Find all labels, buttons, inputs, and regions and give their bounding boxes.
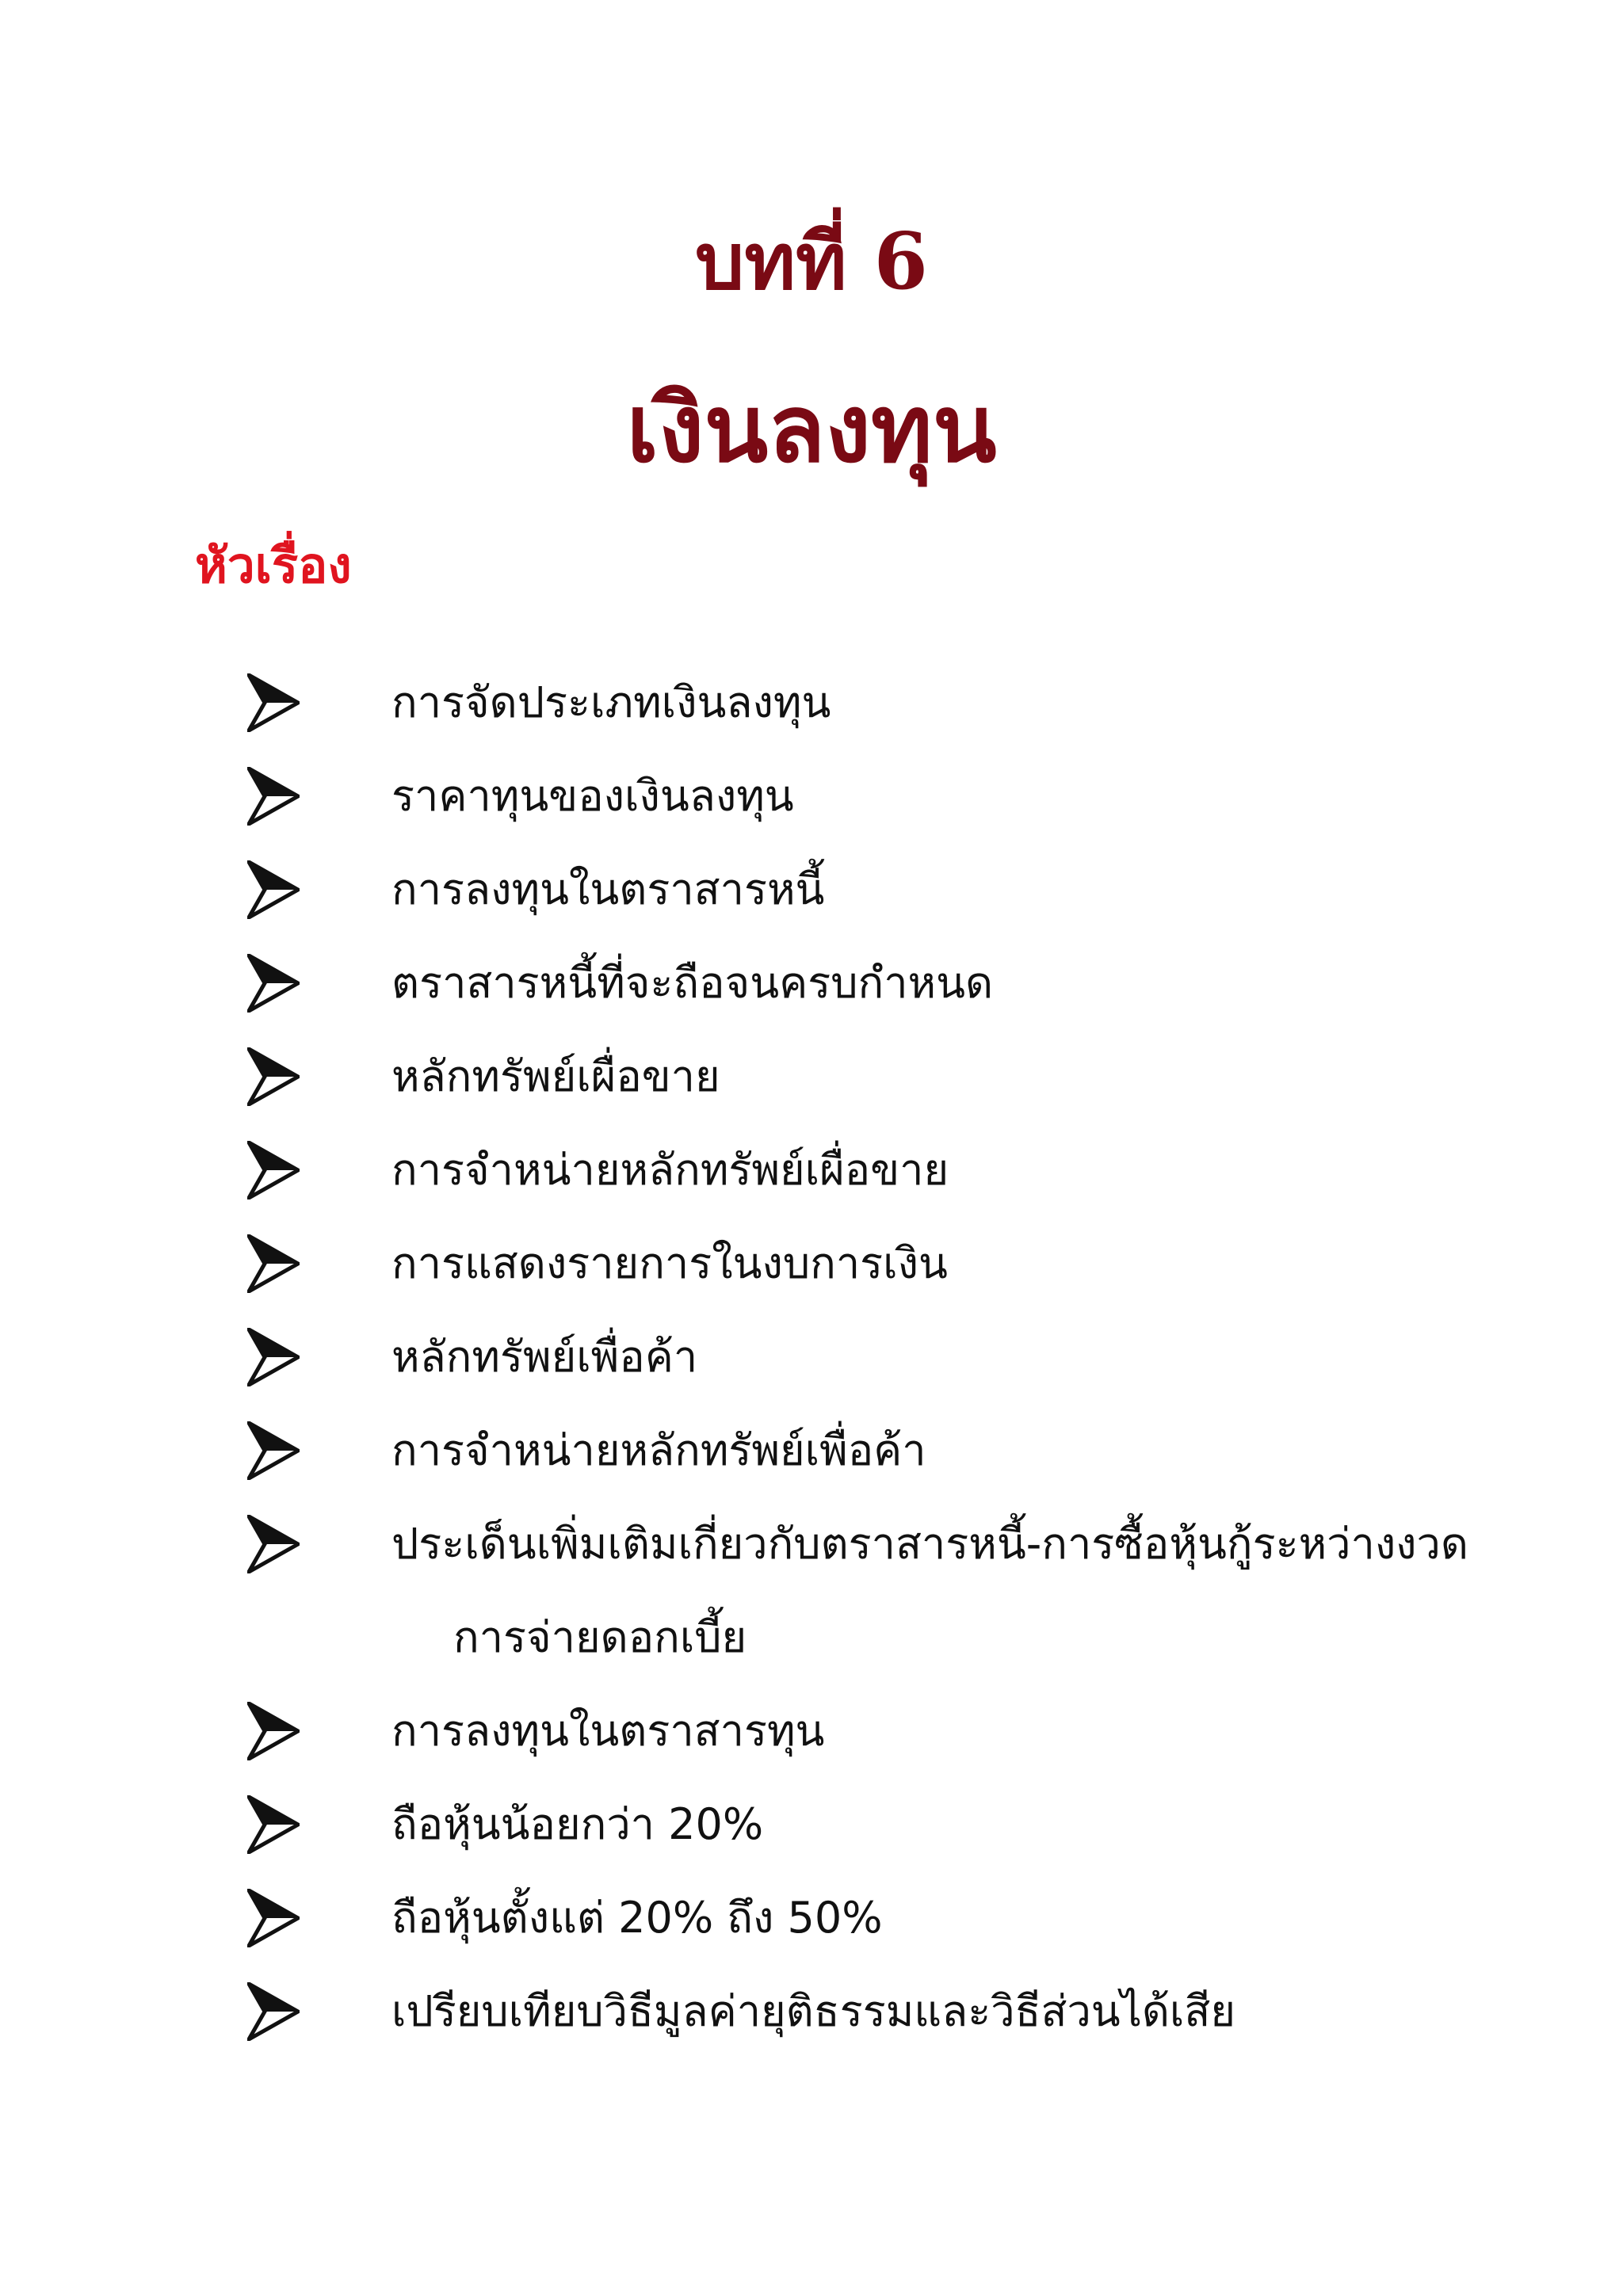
topic-item <box>0 1508 1623 1695</box>
topic-text: ราคาทุนของเงินลงทุน <box>391 771 794 821</box>
topics-heading: หัวเรื่อง <box>195 536 352 594</box>
topic-item <box>0 854 1623 948</box>
topic-item <box>0 1135 1623 1228</box>
arrowhead-bullet-icon <box>247 1982 300 2041</box>
arrowhead-bullet-icon <box>247 1889 300 1947</box>
arrowhead-bullet-icon <box>247 1421 300 1480</box>
topic-text: หลักทรัพย์เพื่อค้า <box>391 1332 698 1382</box>
arrowhead-bullet-icon <box>247 860 300 919</box>
topic-item <box>0 1789 1623 1882</box>
arrowhead-bullet-icon <box>247 1234 300 1293</box>
topic-item <box>0 1695 1623 1789</box>
chapter-number: บทที่ 6 <box>695 216 928 307</box>
topic-text: เปรียบเทียบวิธีมูลค่ายุติธรรมและวิธีส่วนได้เสีย <box>391 1986 1235 2036</box>
topic-item <box>0 1228 1623 1322</box>
topic-item <box>0 1976 1623 2069</box>
topic-item <box>0 948 1623 1041</box>
topic-item <box>0 1041 1623 1135</box>
topic-text: การจำหน่ายหลักทรัพย์เพื่อค้า <box>391 1425 926 1475</box>
topic-text: ตราสารหนี้ที่จะถือจนครบกำหนด <box>391 958 994 1008</box>
topic-item <box>0 1322 1623 1415</box>
arrowhead-bullet-icon <box>247 1328 300 1386</box>
topic-text: การแสดงรายการในงบการเงิน <box>391 1238 948 1288</box>
topic-item <box>0 1882 1623 1976</box>
topic-text: การลงทุนในตราสารทุน <box>391 1706 825 1756</box>
topic-item <box>0 761 1623 854</box>
topic-item <box>0 1415 1623 1508</box>
topic-text: การลงทุนในตราสารหนี้ <box>391 864 825 914</box>
topic-text: การจัดประเภทเงินลงทุน <box>391 677 831 727</box>
arrowhead-bullet-icon <box>247 1795 300 1854</box>
topic-text: ถือหุ้นตั้งแต่ 20% ถึง 50% <box>391 1893 883 1943</box>
topic-item <box>0 667 1623 761</box>
arrowhead-bullet-icon <box>247 767 300 826</box>
arrowhead-bullet-icon <box>247 1702 300 1760</box>
topic-text: หลักทรัพย์เผื่อขาย <box>391 1051 720 1101</box>
arrowhead-bullet-icon <box>247 1047 300 1106</box>
topic-text: ถือหุ้นน้อยกว่า 20% <box>391 1799 764 1849</box>
topic-text: การจำหน่ายหลักทรัพย์เผื่อขาย <box>391 1145 949 1195</box>
topic-text-continuation: การจ่ายดอกเบี้ย <box>453 1612 747 1662</box>
topic-text: ประเด็นเพิ่มเติมเกี่ยวกับตราสารหนี้-การซื้อหุ้นกู้ระหว่างงวด <box>391 1519 1468 1569</box>
arrowhead-bullet-icon <box>247 1515 300 1573</box>
chapter-title: เงินลงทุน <box>626 373 997 483</box>
arrowhead-bullet-icon <box>247 673 300 732</box>
arrowhead-bullet-icon <box>247 1141 300 1199</box>
arrowhead-bullet-icon <box>247 954 300 1013</box>
